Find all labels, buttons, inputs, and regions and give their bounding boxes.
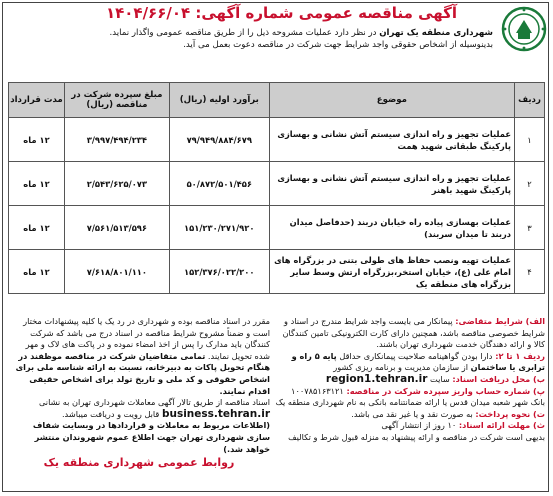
tehran-municipality-logo-icon [501, 6, 547, 52]
table-row [9, 206, 545, 250]
cond-pe-label: پ) شماره حساب واریز سپرده شرکت در مناقصه: [346, 385, 545, 396]
public-relations-footer: روابط عمومی شهرداری منطقه یک [43, 456, 235, 470]
cond-row12-label: ردیف ۱ تا ۲: [492, 350, 545, 361]
cond-last-text: بدیهی است شرکت در مناقصه و ارائه پیشنهاد به منزله قبول شرط و تکالیف [288, 431, 545, 442]
row-no: ۱ [515, 118, 545, 162]
cond-se-text: ۱۰ روز از انتشار آگهی [381, 420, 459, 431]
cond-row12-text: دارا بودن گواهینامه صلاحیت پیمانکاری حداقل [336, 350, 493, 361]
cond-pe-text: ۱۰۰۷۸۵۱۶۳۱۲۱ بانک شهر شعبه میدان قدس یا ارائه ضمانتنامه بانکی به نام شهرداری منطقه یک [275, 385, 545, 408]
table-row [9, 118, 545, 162]
header-estimate: برآورد اولیه (ریال) [169, 83, 269, 118]
row-estimate: ۱۵۱/۲۳۰/۲۷۱/۹۲۰ [169, 206, 269, 250]
cond-left-text-4: (اطلاعات مربوط به معاملات و قراردادها در وبسایت شفاف سازی شهرداری تهران جهت اطلاع عموم شهروندان منتشر خواهد شد.) [32, 420, 270, 454]
row-estimate: ۷۹/۹۴۹/۸۸۴/۶۷۹ [169, 118, 269, 162]
row-no: ۲ [515, 162, 545, 206]
row-estimate: ۱۵۲/۳۷۶/۰۲۲/۲۰۰ [169, 250, 269, 294]
conditions-right-column [275, 316, 545, 444]
table-row [9, 162, 545, 206]
cond-te-text: به صورت نقد و یا غیر نقد می باشد. [351, 408, 476, 419]
row-duration: ۱۲ ماه [9, 206, 65, 250]
tender-table [8, 82, 545, 294]
row-subject: عملیات بهسازی پیاده راه خیابان دربند (حدفاصل میدان دربند تا میدان سربند) [269, 206, 514, 250]
intro-line-1: در نظر دارد عملیات مشروحه ذیل را از طریق مناقصه عمومی واگذار نماید. [109, 28, 380, 38]
tender-number: شماره آگهی: ۱۴۰۴/۶۶/۰۴ [105, 4, 294, 22]
cond-alef-text: پیمانکار می بایست واجد شرایط مندرج در اسناد و شرایط خصوصی مناقصه باشد، همچنین دارای کارت الکترونیکی تامین کنندگان کالا و ارائه دهندگان خدمت شهرداری تهران باشند. [282, 316, 545, 350]
row-deposit: ۳/۹۹۷/۴۹۴/۲۳۴ [64, 118, 169, 162]
row-duration: ۱۲ ماه [9, 250, 65, 294]
header-subject: موضوع [269, 83, 514, 118]
title-main: آگهی مناقصه عمومی [298, 4, 458, 22]
row-deposit: ۷/۵۶۱/۵۱۳/۵۹۶ [64, 206, 169, 250]
cond-left-text-3: قابل رویت و دریافت میباشد. [61, 408, 162, 419]
cond-row12-bold: پایه ۵ راه و ترابری یا ساختمان [291, 350, 545, 373]
ad-title [70, 4, 493, 22]
row-estimate: ۵۰/۸۷۲/۵۰۱/۴۵۶ [169, 162, 269, 206]
row-subject: عملیات تجهیز و راه اندازی سیستم آتش نشانی و بهسازی پارکینگ شهید باهنر [269, 162, 514, 206]
conditions-section [8, 316, 545, 486]
cond-row12-tail: از سازمان مدیریت و برنامه ریزی کشور [333, 362, 471, 373]
row-subject: عملیات تجهیز و راه اندازی سیستم آتش نشانی و بهسازی پارکینگ طبقاتی شهید همت [269, 118, 514, 162]
row-subject: عملیات تهیه ونصب حفاظ های طولی بتنی در بزرگراه های امام علی (ع)، خیابان استخر،بزرگراه ارتش وسط سایر بزرگراه های منطقه یک [269, 250, 514, 294]
cond-left-text-1: مقرر در اسناد مناقصه بوده و شهرداری در رد یک یا کلیه پیشنهادات مختار است و ضمناً مشروح شرایط مناقصه در اسناد درج می باشد که شرکت کنندگان باید مدارک را پس از اخذ امضاء نموده و در پاکت های لاک و مهر شده تحویل نمایند. [23, 316, 270, 361]
header-row-no: ردیف [515, 83, 545, 118]
row-no: ۴ [515, 250, 545, 294]
header-duration: مدت قرارداد [9, 83, 65, 118]
intro-text [20, 27, 493, 51]
cond-te-label: ت) نحوه پرداخت: [475, 408, 545, 419]
cond-be-url[interactable]: region1.tehran.ir [325, 372, 428, 385]
cond-left-url[interactable]: business.tehran.ir [161, 407, 270, 420]
cond-be-label: ب) محل دریافت اسناد: [452, 373, 545, 384]
cond-be-text: سایت [427, 373, 453, 384]
table-row [9, 250, 545, 294]
row-duration: ۱۲ ماه [9, 162, 65, 206]
cond-se-label: ث) مهلت ارائه اسناد: [458, 420, 545, 431]
row-deposit: ۷/۶۱۸/۸۰۱/۱۱۰ [64, 250, 169, 294]
conditions-left-column [8, 316, 270, 469]
intro-line-2: بدینوسیله از اشخاص حقوقی واجد شرایط جهت شرکت در مناقصه دعوت بعمل می آید. [183, 40, 493, 50]
header-deposit: مبلغ سپرده شرکت در مناقصه (ریال) [64, 83, 169, 118]
row-duration: ۱۲ ماه [9, 118, 65, 162]
row-no: ۳ [515, 206, 545, 250]
cond-left-text-2: اسناد مناقصه از طریق تالار آگهی معاملات شهرداری تهران به نشانی [38, 397, 270, 408]
row-deposit: ۲/۵۴۳/۶۲۵/۰۷۳ [64, 162, 169, 206]
cond-alef-label: الف) شرایط متقاضی: [455, 316, 545, 326]
intro-municipality: شهرداری منطقه یک تهران [379, 28, 493, 38]
cond-left-bold: تمامی متقاضیان شرکت در مناقصه موظفند در هنگام تحویل پاکات به دبیرخانه، نسبت به ارائه شناسه ملی برای اشخاص حقوقی و کد ملی و تاریخ تولد برای اشخاص حقیقی اقدام نمایند. [15, 350, 270, 396]
